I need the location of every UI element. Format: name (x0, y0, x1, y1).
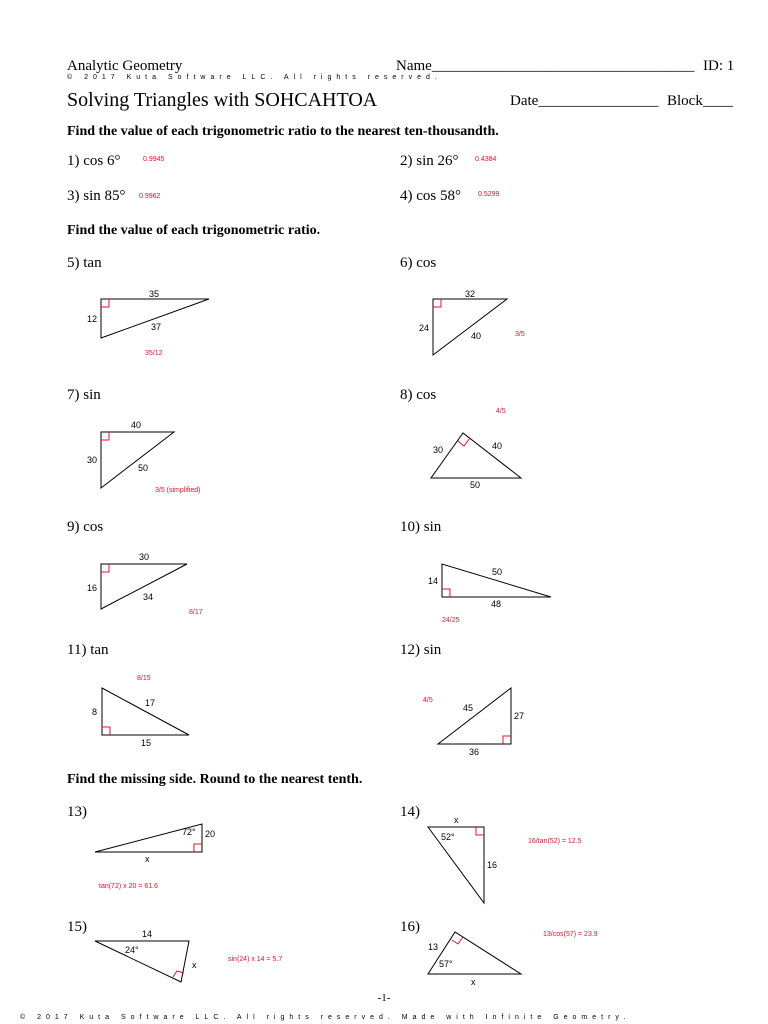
side-label: x (471, 977, 476, 987)
name-field: Name___________________________________ (396, 58, 695, 74)
side-label: x (454, 815, 459, 825)
answer: 3/5 (simplified) (155, 487, 201, 494)
problem-label: 10) sin (400, 519, 442, 535)
section-instruction: Find the value of each trigonometric ratio. (67, 223, 321, 238)
problem-label: 11) tan (67, 642, 109, 658)
answer: 13/cos(57) = 23.9 (543, 931, 598, 938)
problem-label: 4) cos 58° (400, 188, 461, 204)
worksheet-title: Solving Triangles with SOHCAHTOA (67, 89, 378, 111)
answer: 0.9962 (139, 193, 161, 200)
problem-label: 5) tan (67, 255, 102, 271)
side-label: 37 (151, 322, 162, 332)
angle-label: 52° (441, 832, 455, 842)
answer: sin(24) x 14 = 5.7 (228, 956, 283, 963)
answer: tan(72) x 20 = 61.6 (99, 883, 158, 890)
side-label: 48 (491, 599, 502, 609)
side-label: 16 (87, 583, 98, 593)
side-label: 15 (141, 738, 152, 748)
angle-label: 72° (182, 827, 196, 837)
side-label: 17 (145, 698, 156, 708)
problem-label: 9) cos (67, 519, 104, 535)
side-label: 8 (92, 707, 98, 717)
answer: 8/15 (137, 675, 151, 682)
block-field: Block____ (667, 93, 733, 109)
side-label: 20 (205, 829, 216, 839)
side-label: 32 (465, 289, 476, 299)
answer: 3/5 (515, 331, 525, 338)
problem-label: 2) sin 26° (400, 153, 459, 169)
answer: 35/12 (145, 350, 163, 357)
side-label: 16 (487, 860, 498, 870)
answer: 0.9945 (143, 156, 165, 163)
side-label: 14 (428, 576, 439, 586)
problem-label: 12) sin (400, 642, 442, 658)
problem-label: 14) (400, 804, 420, 820)
side-label: x (145, 854, 150, 864)
side-label: 45 (463, 703, 474, 713)
answer: 8/17 (189, 609, 203, 616)
angle-label: 57° (439, 959, 453, 969)
angle-label: 24° (125, 945, 139, 955)
side-label: 13 (428, 942, 439, 952)
side-label: 30 (139, 552, 150, 562)
problem-label: 7) sin (67, 387, 101, 403)
problem-label: 8) cos (400, 387, 437, 403)
answer: 0.4384 (475, 156, 497, 163)
problem-label: 1) cos 6° (67, 153, 121, 169)
answer: 0.5299 (478, 191, 500, 198)
answer: 4/5 (496, 408, 506, 415)
side-label: 50 (492, 567, 503, 577)
side-label: x (192, 960, 197, 970)
side-label: 40 (492, 441, 503, 451)
date-field: Date________________ (510, 93, 659, 109)
side-label: 24 (419, 323, 430, 333)
answer: 16/tan(52) = 12.5 (528, 838, 582, 845)
side-label: 27 (514, 711, 525, 721)
problem-label: 15) (67, 919, 87, 935)
worksheet-id: ID: 1 (703, 58, 735, 74)
side-label: 30 (433, 445, 444, 455)
problem-label: 3) sin 85° (67, 188, 126, 204)
side-label: 40 (471, 331, 482, 341)
section-instruction: Find the value of each trigonometric ratio to the nearest ten-thousandth. (67, 124, 499, 139)
answer: 4/5 (423, 697, 433, 704)
side-label: 35 (149, 289, 160, 299)
side-label: 14 (142, 929, 153, 939)
section-instruction: Find the missing side. Round to the nearest tenth. (67, 772, 363, 787)
side-label: 30 (87, 455, 98, 465)
side-label: 40 (131, 420, 142, 430)
side-label: 36 (469, 747, 480, 757)
side-label: 12 (87, 314, 98, 324)
problem-label: 6) cos (400, 255, 437, 271)
side-label: 50 (138, 463, 149, 473)
answer: 24/25 (442, 617, 460, 624)
page-number: -1- (377, 992, 391, 1004)
problem-label: 13) (67, 804, 87, 820)
side-label: 34 (143, 592, 154, 602)
copyright-notice: © 2017 Kuta Software LLC. All rights reserved. (67, 74, 442, 81)
right-angle-mark (452, 937, 463, 944)
course-name: Analytic Geometry (67, 58, 183, 74)
problem-label: 16) (400, 919, 420, 935)
footer-copyright: © 2017 Kuta Software LLC. All rights reserved. Made with Infinite Geometry. (20, 1014, 631, 1021)
side-label: 50 (470, 480, 481, 490)
